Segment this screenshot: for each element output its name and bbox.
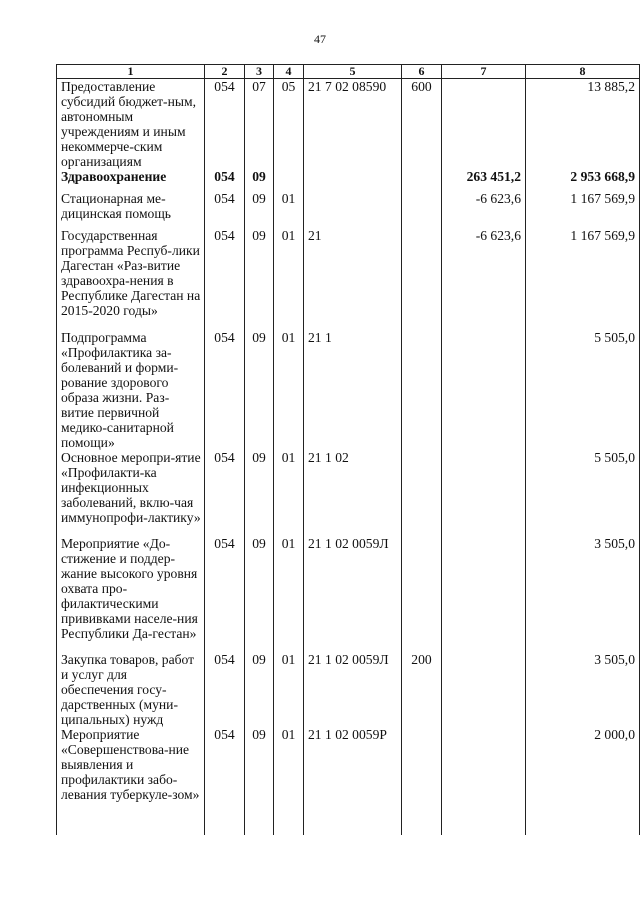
row-cell-c7: -6 623,6 [442, 228, 526, 330]
row-cell-c4: 01 [274, 450, 304, 536]
row-cell-c5: 21 1 02 0059Л [304, 652, 402, 727]
row-cell-c7: 263 451,2 [442, 169, 526, 191]
table-row [57, 652, 640, 727]
row-cell-c8: 1 167 569,9 [526, 228, 640, 330]
row-cell-c5 [304, 169, 402, 191]
row-cell-c2: 054 [205, 330, 245, 450]
row-label: Здравоохранение [57, 169, 205, 191]
row-cell-c2: 054 [205, 727, 245, 835]
row-cell-c8: 5 505,0 [526, 330, 640, 450]
row-cell-c2: 054 [205, 228, 245, 330]
column-header: 4 [274, 65, 304, 79]
page-number: 47 [314, 32, 326, 46]
row-cell-c6: 200 [402, 652, 442, 727]
row-cell-c6 [402, 727, 442, 835]
row-cell-c6 [402, 228, 442, 330]
row-cell-c4: 01 [274, 536, 304, 652]
row-cell-c4: 01 [274, 228, 304, 330]
row-cell-c5: 21 1 [304, 330, 402, 450]
budget-table [56, 64, 640, 835]
row-cell-c7 [442, 450, 526, 536]
table-row [57, 450, 640, 536]
row-cell-c6 [402, 330, 442, 450]
row-cell-c3: 07 [245, 79, 274, 170]
row-cell-c4: 05 [274, 79, 304, 170]
table-row [57, 536, 640, 652]
table-row [57, 191, 640, 228]
row-label: Подпрограмма «Профилактика за-болеваний и форми-рование здорового образа жизни. Раз-витие первичной медико-санитарной помощи» [57, 330, 205, 450]
column-header: 8 [526, 65, 640, 79]
row-cell-c8: 2 953 668,9 [526, 169, 640, 191]
table-row [57, 228, 640, 330]
row-cell-c8: 3 505,0 [526, 652, 640, 727]
row-cell-c8: 3 505,0 [526, 536, 640, 652]
table-row [57, 330, 640, 450]
row-cell-c3: 09 [245, 191, 274, 228]
row-cell-c7 [442, 330, 526, 450]
table-row [57, 727, 640, 835]
row-label: Мероприятие «Совершенствова-ние выявления и профилактики забо-левания туберкуле-зом» [57, 727, 205, 835]
row-cell-c4: 01 [274, 191, 304, 228]
row-cell-c6 [402, 536, 442, 652]
row-cell-c6: 600 [402, 79, 442, 170]
row-cell-c7 [442, 536, 526, 652]
row-cell-c4: 01 [274, 330, 304, 450]
row-cell-c3: 09 [245, 169, 274, 191]
row-cell-c8: 2 000,0 [526, 727, 640, 835]
row-cell-c2: 054 [205, 79, 245, 170]
row-cell-c3: 09 [245, 228, 274, 330]
row-cell-c5: 21 [304, 228, 402, 330]
row-cell-c5: 21 1 02 [304, 450, 402, 536]
row-cell-c7 [442, 79, 526, 170]
table-row [57, 169, 640, 191]
row-cell-c7: -6 623,6 [442, 191, 526, 228]
row-cell-c2: 054 [205, 652, 245, 727]
row-cell-c2: 054 [205, 536, 245, 652]
column-header: 3 [245, 65, 274, 79]
row-cell-c4: 01 [274, 652, 304, 727]
row-label: Мероприятие «До-стижение и поддер-жание высокого уровня охвата про-филактическими прививками населе-ния Республики Да-гестан» [57, 536, 205, 652]
row-cell-c3: 09 [245, 727, 274, 835]
header-row [57, 65, 640, 79]
row-label: Предоставление субсидий бюджет-ным, автономным учреждениям и иным некоммерче-ским организациям [57, 79, 205, 170]
row-label: Закупка товаров, работ и услуг для обеспечения госу-дарственных (муни-ципальных) нужд [57, 652, 205, 727]
row-cell-c6 [402, 191, 442, 228]
row-cell-c8: 13 885,2 [526, 79, 640, 170]
table-row [57, 79, 640, 170]
row-cell-c2: 054 [205, 169, 245, 191]
row-label: Государственная программа Респуб-лики Дагестан «Раз-витие здравоохра-нения в Республике Дагестан на 2015-2020 годы» [57, 228, 205, 330]
row-cell-c3: 09 [245, 536, 274, 652]
row-cell-c5: 21 1 02 0059Р [304, 727, 402, 835]
row-cell-c4 [274, 169, 304, 191]
column-header: 1 [57, 65, 205, 79]
row-cell-c2: 054 [205, 191, 245, 228]
row-cell-c6 [402, 169, 442, 191]
row-cell-c6 [402, 450, 442, 536]
row-cell-c3: 09 [245, 450, 274, 536]
row-cell-c5: 21 1 02 0059Л [304, 536, 402, 652]
row-cell-c7 [442, 652, 526, 727]
row-label: Основное меропри-ятие «Профилакти-ка инфекционных заболеваний, вклю-чая иммунопрофи-лактику» [57, 450, 205, 536]
column-header: 7 [442, 65, 526, 79]
row-cell-c2: 054 [205, 450, 245, 536]
row-cell-c5: 21 7 02 08590 [304, 79, 402, 170]
column-header: 2 [205, 65, 245, 79]
row-cell-c8: 5 505,0 [526, 450, 640, 536]
column-header: 6 [402, 65, 442, 79]
row-cell-c3: 09 [245, 330, 274, 450]
column-header: 5 [304, 65, 402, 79]
row-cell-c5 [304, 191, 402, 228]
row-cell-c3: 09 [245, 652, 274, 727]
row-cell-c7 [442, 727, 526, 835]
row-label: Стационарная ме-дицинская помощь [57, 191, 205, 228]
row-cell-c8: 1 167 569,9 [526, 191, 640, 228]
row-cell-c4: 01 [274, 727, 304, 835]
